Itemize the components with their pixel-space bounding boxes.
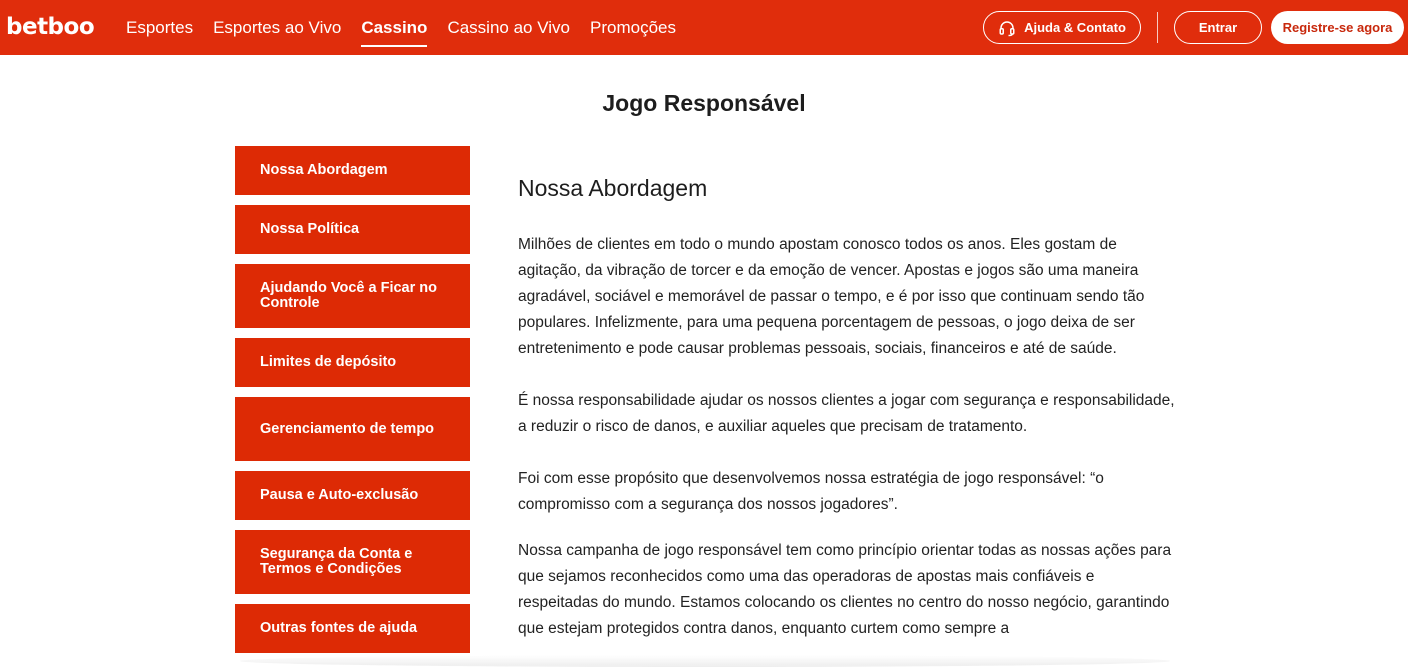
help-contact-label: Ajuda & Contato xyxy=(1024,20,1126,35)
nav-esportes[interactable]: Esportes xyxy=(126,18,194,37)
sidebar-item-gerenciamento-tempo[interactable]: Gerenciamento de tempo xyxy=(235,397,470,461)
sidebar-item-limites-deposito[interactable]: Limites de depósito xyxy=(235,338,470,387)
register-button[interactable]: Registre-se agora xyxy=(1271,11,1404,44)
nav-promocoes[interactable]: Promoções xyxy=(590,18,676,37)
scroll-shadow xyxy=(240,655,1170,667)
nav-esportes-ao-vivo[interactable]: Esportes ao Vivo xyxy=(213,18,342,37)
login-button[interactable]: Entrar xyxy=(1174,11,1262,44)
sidebar-item-pausa-auto-exclusao[interactable]: Pausa e Auto-exclusão xyxy=(235,471,470,520)
paragraph: Foi com esse propósito que desenvolvemos nossa estratégia de jogo responsável: “o compromisso com a segurança dos nossos jogadores”. xyxy=(518,470,1104,513)
help-contact-button[interactable] xyxy=(983,11,1141,44)
page-title: Jogo Responsável xyxy=(602,90,806,116)
paragraph: Milhões de clientes em todo o mundo apostam conosco todos os anos. Eles gostam de agitação, da vibração de torcer e da emoção de vencer. Apostas e jogos são uma maneira agradável, sociável e memorável de passar o tempo, e é por isso que continuam sendo tão populares. Infelizmente, para uma pequena porcentagem de pessoas, o jogo deixa de ser entretenimento e pode causar problemas pessoais, sociais, financeiros e até de saúde. xyxy=(518,236,1145,357)
betboo-logo[interactable]: betboo xyxy=(6,14,95,40)
sidebar-item-ficar-no-controle[interactable]: Ajudando Você a Ficar no Controle xyxy=(235,264,470,328)
nav-cassino[interactable]: Cassino xyxy=(361,0,427,55)
sidebar-item-seguranca-conta[interactable]: Segurança da Conta e Termos e Condições xyxy=(235,530,470,594)
sidebar-item-outras-fontes[interactable]: Outras fontes de ajuda xyxy=(235,604,470,653)
sidebar-menu xyxy=(235,146,470,663)
nav-cassino-ao-vivo[interactable]: Cassino ao Vivo xyxy=(447,18,570,37)
main-nav xyxy=(126,0,696,55)
content-section xyxy=(518,172,1178,667)
paragraph: É nossa responsabilidade ajudar os nossos clientes a jogar com segurança e responsabilidade, a reduzir o risco de danos, e auxiliar aqueles que precisam de tratamento. xyxy=(518,392,1175,435)
paragraph: Nossa campanha de jogo responsável tem como princípio orientar todas as nossas ações para que sejamos reconhecidos como uma das operadoras de apostas mais confiáveis e respeitadas do mundo. Estamos colocando os clientes no centro do nosso negócio, garantindo que estejam protegidos contra danos, enquanto curtem como sempre a xyxy=(518,542,1172,637)
top-navigation-bar xyxy=(0,0,1408,55)
sidebar-item-nossa-abordagem[interactable]: Nossa Abordagem xyxy=(235,146,470,195)
headset-icon xyxy=(998,19,1016,37)
sidebar-item-nossa-politica[interactable]: Nossa Política xyxy=(235,205,470,254)
header-divider xyxy=(1157,12,1158,43)
section-heading: Nossa Abordagem xyxy=(518,175,708,201)
